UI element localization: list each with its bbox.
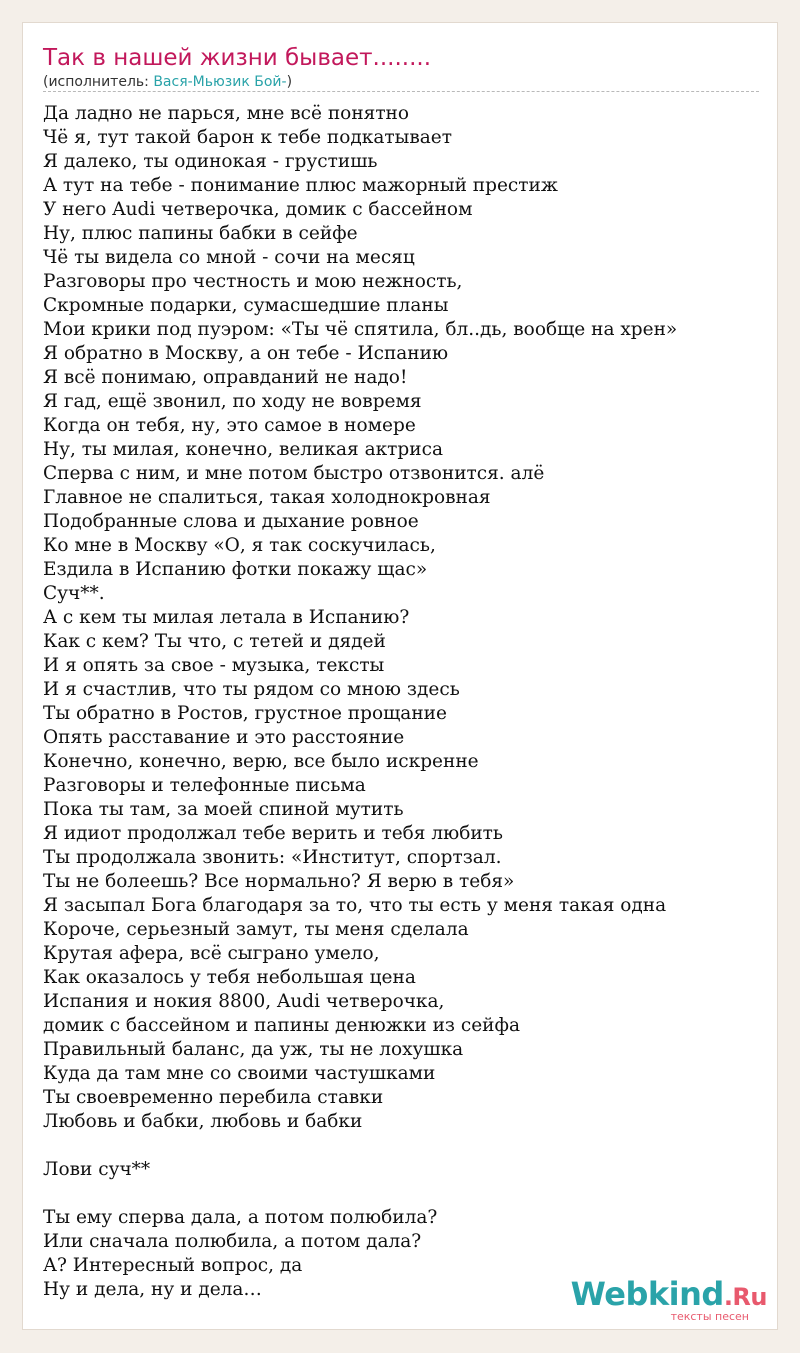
lyrics-line: Крутая афера, всё сыграно умело,: [43, 943, 380, 964]
lyrics-line: Как оказалось у тебя небольшая цена: [43, 967, 416, 988]
artist-suffix: ): [286, 74, 293, 90]
lyrics-line: И я опять за свое - музыка, тексты: [43, 655, 385, 676]
logo-tld: .Ru: [723, 1283, 767, 1311]
lyrics-line: А? Интересный вопрос, да: [43, 1255, 303, 1276]
lyrics-line: Я далеко, ты одинокая - грустишь: [43, 151, 378, 172]
lyrics-line: Разговоры и телефонные письма: [43, 775, 366, 796]
lyrics-line: Или сначала полюбила, а потом дала?: [43, 1231, 422, 1252]
lyrics-line: А с кем ты милая летала в Испанию?: [43, 607, 410, 628]
lyrics-line: Ну и дела, ну и дела…: [43, 1279, 262, 1300]
song-title: Так в нашей жизни бывает........: [43, 45, 432, 71]
lyrics-line: Суч**.: [43, 583, 105, 604]
lyrics-line: Разговоры про честность и мою нежность,: [43, 271, 463, 292]
lyrics-line: Пока ты там, за моей спиной мутить: [43, 799, 404, 820]
lyrics-line: Ко мне в Москву «О, я так соскучилась,: [43, 535, 436, 556]
lyrics-line: Чё ты видела со мной - сочи на месяц: [43, 247, 415, 268]
lyrics-line: Я всё понимаю, оправданий не надо!: [43, 367, 408, 388]
lyrics-body: [43, 102, 759, 1302]
lyrics-line: А тут на тебе - понимание плюс мажорный престиж: [43, 175, 558, 196]
lyrics-blank-line: [43, 1182, 759, 1206]
lyrics-line: Ну, плюс папины бабки в сейфе: [43, 223, 358, 244]
lyrics-line: Да ладно не парься, мне всё понятно: [43, 103, 410, 124]
lyrics-line: У него Audi четверочка, домик с бассейном: [43, 199, 473, 220]
lyrics-line: Сперва с ним, и мне потом быстро отзвонится. алё: [43, 463, 545, 484]
artist-link[interactable]: Вася-Мьюзик Бой-: [153, 74, 287, 90]
lyrics-line: Ну, ты милая, конечно, великая актриса: [43, 439, 443, 460]
lyrics-line: Опять расставание и это расстояние: [43, 727, 405, 748]
lyrics-line: Испания и нокия 8800, Audi четверочка,: [43, 991, 445, 1012]
lyrics-line: Чё я, тут такой барон к тебе подкатывает: [43, 127, 452, 148]
lyrics-blank-line: [43, 1134, 759, 1158]
site-logo[interactable]: [570, 1275, 767, 1323]
lyrics-line: Куда да там мне со своими частушками: [43, 1063, 436, 1084]
lyrics-line: Скромные подарки, сумасшедшие планы: [43, 295, 449, 316]
lyrics-line: Я идиот продолжал тебе верить и тебя любить: [43, 823, 503, 844]
title-divider: [43, 91, 759, 92]
lyrics-line: Ты обратно в Ростов, грустное прощание: [43, 703, 447, 724]
lyrics-line: домик с бассейном и папины денюжки из сейфа: [43, 1015, 521, 1036]
artist-prefix: (исполнитель:: [43, 74, 154, 90]
lyrics-line: И я счастлив, что ты рядом со мною здесь: [43, 679, 460, 700]
lyrics-line: Как с кем? Ты что, с тетей и дядей: [43, 631, 386, 652]
lyrics-line: Я засыпал Бога благодаря за то, что ты есть у меня такая одна: [43, 895, 667, 916]
lyrics-line: Ты не болеешь? Все нормально? Я верю в тебя»: [43, 871, 515, 892]
lyrics-line: Ты ему сперва дала, а потом полюбила?: [43, 1207, 438, 1228]
lyrics-line: Ты своевременно перебила ставки: [43, 1087, 384, 1108]
lyrics-line: Ездила в Испанию фотки покажу щас»: [43, 559, 428, 580]
lyrics-line: Мои крики под пуэром: «Ты чё спятила, бл..дь, вообще на хрен»: [43, 319, 678, 340]
lyrics-line: Правильный баланс, да уж, ты не лохушка: [43, 1039, 464, 1060]
artist-line: [43, 73, 292, 91]
logo-tagline: тексты песен: [670, 1310, 749, 1323]
lyrics-line: Я обратно в Москву, а он тебе - Испанию: [43, 343, 449, 364]
lyrics-line: Подобранные слова и дыхание ровное: [43, 511, 419, 532]
logo-main: Webkind: [570, 1275, 724, 1313]
lyrics-card: [22, 22, 778, 1330]
lyrics-line: Лови суч**: [43, 1159, 151, 1180]
lyrics-line: Я гад, ещё звонил, по ходу не вовремя: [43, 391, 422, 412]
lyrics-line: Главное не спалиться, такая холоднокровная: [43, 487, 491, 508]
lyrics-line: Короче, серьезный замут, ты меня сделала: [43, 919, 469, 940]
lyrics-line: Когда он тебя, ну, это самое в номере: [43, 415, 416, 436]
lyrics-line: Конечно, конечно, верю, все было искренне: [43, 751, 479, 772]
logo-text: [570, 1275, 767, 1313]
lyrics-line: Любовь и бабки, любовь и бабки: [43, 1111, 363, 1132]
lyrics-line: Ты продолжала звонить: «Институт, спортзал.: [43, 847, 502, 868]
